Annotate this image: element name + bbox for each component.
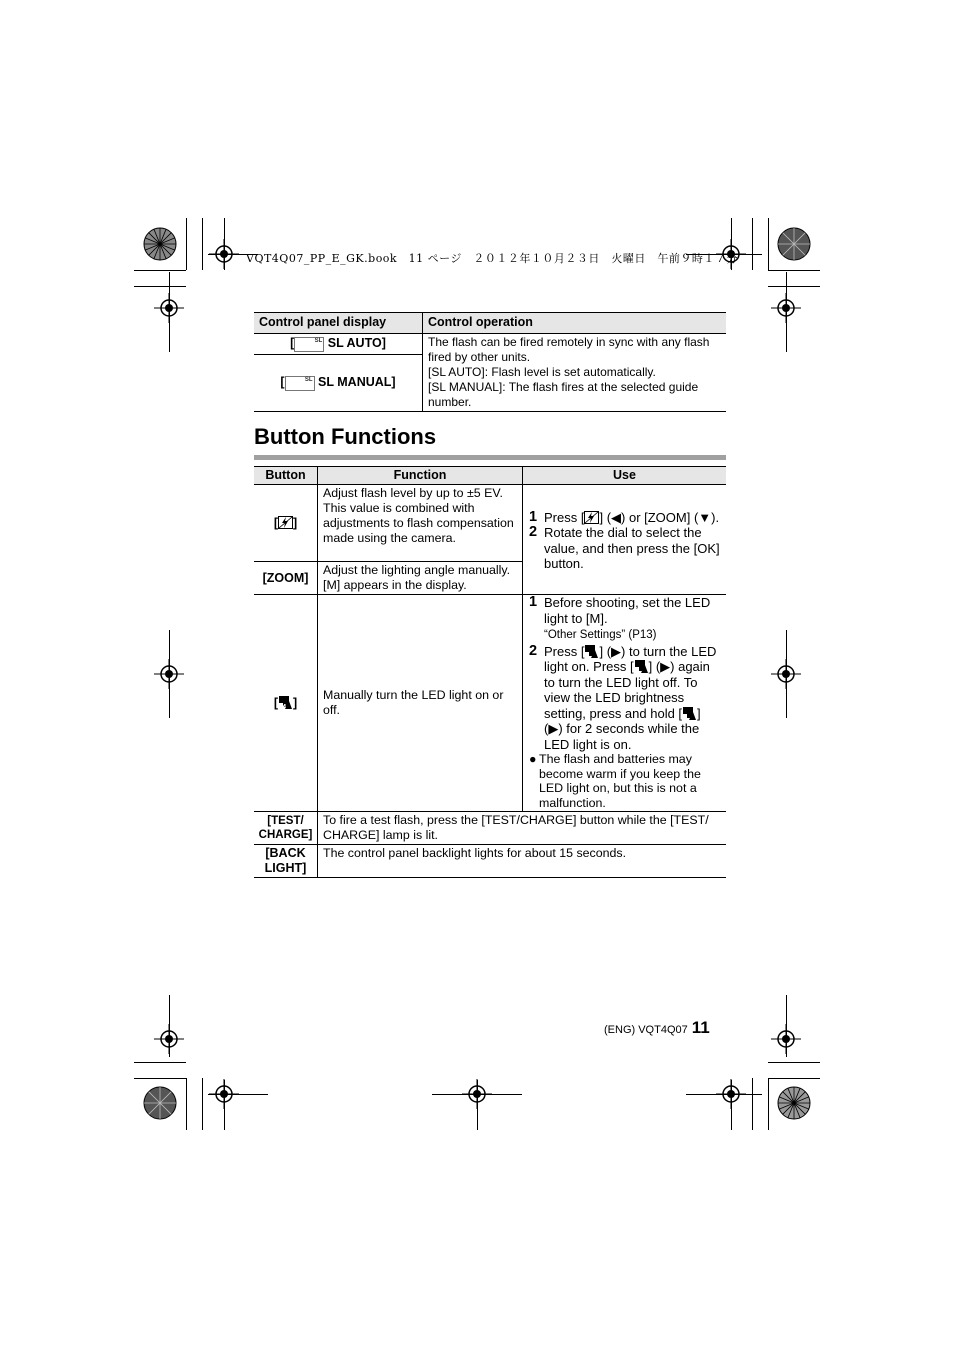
zoom-button: [ZOOM] (254, 562, 318, 595)
color-wheel-icon (143, 1086, 177, 1120)
control-operation-cell (423, 334, 727, 412)
led-button: [ M ] (254, 595, 318, 812)
test-charge-button: [TEST/ CHARGE] (254, 812, 318, 845)
flash-comp-button: [ ] (254, 485, 318, 562)
led-light-icon (584, 644, 599, 659)
flash-zoom-use (523, 485, 727, 595)
sl-manual-icon: SL (285, 376, 315, 391)
header-function: Function (318, 467, 523, 485)
led-light-icon (682, 706, 697, 721)
zoom-function: Adjust the lighting angle manually. [M] appears in the display. (318, 562, 523, 595)
table-row (254, 845, 726, 878)
operation-line: The flash can be fired remotely in sync with any flash fired by other units. (428, 335, 710, 364)
footer-label: (ENG) VQT4Q07 (604, 1024, 688, 1036)
page-number: 11 (691, 1018, 710, 1037)
back-light-button: [BACK LIGHT] (254, 845, 318, 878)
use-step: 2 Rotate the dial to select the value, and then press the [OK] button. (529, 524, 720, 571)
led-function: Manually turn the LED light on or off. (318, 595, 523, 812)
print-header: VQT4Q07_PP_E_GK.book 11 ページ ２０１２年１０月２３日 火曜日 午前９時１７分 (246, 252, 738, 265)
page-footer (604, 1018, 710, 1038)
flash-compensation-icon (584, 511, 599, 524)
use-step: 1 Before shooting, set the LED light to [M]. “Other Settings” (P13) (529, 594, 711, 641)
flash-comp-function: Adjust flash level by up to ±5 EV. This value is combined with adjustments to flash compensation made using the camera. (318, 485, 523, 562)
header-use: Use (523, 467, 727, 485)
back-light-function: The control panel backlight lights for about 15 seconds. (318, 845, 727, 878)
flash-compensation-icon (278, 516, 293, 529)
page-reference: “Other Settings” (P13) (544, 629, 657, 641)
test-charge-function: To fire a test flash, press the [TEST/CHARGE] button while the [TEST/ CHARGE] lamp is lit. (318, 812, 727, 845)
section-title: Button Functions (254, 424, 437, 449)
color-wheel-icon (143, 227, 177, 261)
operation-line: [SL AUTO]: Flash level is set automatically. (428, 365, 656, 379)
title-rule (254, 455, 726, 460)
header-control-operation: Control operation (423, 313, 727, 334)
svg-text:M: M (281, 704, 286, 710)
sl-auto-display: [ SL SL AUTO] (254, 334, 423, 355)
note-bullet: ● The flash and batteries may become warm if you keep the LED light on, but this is not a malfunction. (529, 752, 701, 810)
led-use (523, 595, 727, 812)
table-row (254, 812, 726, 845)
table-row (254, 595, 726, 812)
led-light-icon (278, 695, 293, 710)
header-control-panel-display: Control panel display (254, 313, 423, 334)
use-step: 2 Press [ ] (▶) to turn the LED light on. Press [ ] (▶) again to turn the LED light off. To view the LED brightness setting, press and hold [ ] (▶) for 2 seconds while the LED light is on. (529, 642, 717, 752)
sl-manual-display: [ SL SL MANUAL] (254, 355, 423, 412)
sl-auto-icon: SL (294, 337, 324, 352)
color-wheel-icon (777, 227, 811, 261)
color-wheel-icon (777, 1086, 811, 1120)
header-button: Button (254, 467, 318, 485)
use-step: 1 Press [ ] (◀) or [ZOOM] (▼). (529, 508, 720, 525)
control-panel-table (254, 312, 726, 412)
button-functions-table (254, 466, 726, 878)
operation-line: [SL MANUAL]: The flash fires at the selected guide number. (428, 380, 699, 409)
table-row (254, 485, 726, 562)
led-light-icon (634, 659, 649, 674)
